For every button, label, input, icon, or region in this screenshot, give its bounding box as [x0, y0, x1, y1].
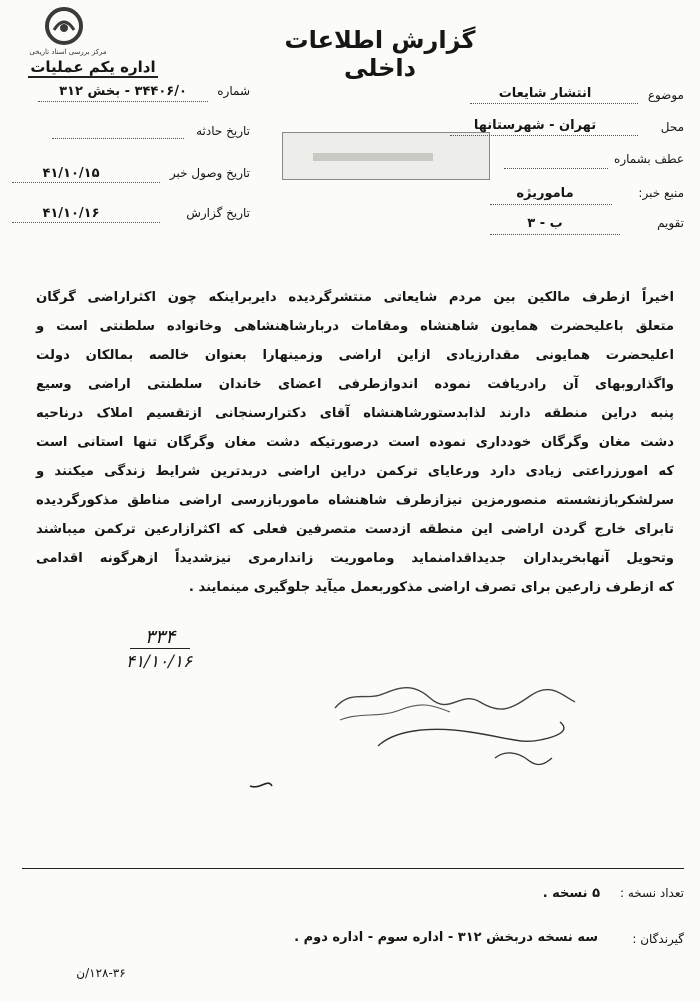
report-date-field: [12, 206, 250, 226]
source-field: [460, 184, 684, 206]
department-label: اداره یکم عملیات: [28, 58, 158, 78]
archive-logo: [22, 6, 112, 58]
handwritten-notes-icon: [0, 660, 700, 820]
body-line-5: پنبه دراین منطقه دارند لذابدستورشاهنشاه آقای دکترارسنجانی ازتقسیم املاک درناحیه: [36, 406, 674, 421]
body-line-2: متعلق باعلیحضرت همایون شاهنشاه ومقامات دربارشاهنشاهی وخانواده سلطنتی است و: [36, 319, 674, 334]
reference-field: [500, 150, 684, 172]
source-value: ماموریژه: [516, 186, 574, 201]
number-value: ۳۴۴۰۶/۰ - بخش ۳۱۲: [59, 84, 187, 99]
archive-logo-icon: [44, 6, 84, 46]
copies-field: [380, 884, 684, 906]
report-date-label: تاریخ گزارش: [186, 206, 250, 220]
subject-label: موضوع: [647, 88, 684, 102]
archive-code: ۱۲۸-۳۶/ن: [76, 966, 126, 980]
report-title: گزارش اطلاعات داخلی: [284, 26, 476, 82]
body-line-7: که امورزراعتی زیادی دارد ورعایای ترکمن دراین اراضی دربدترین شرایط زندگی میکنند و: [36, 464, 674, 479]
source-label: منبع خبر:: [638, 186, 684, 200]
body-line-9: تابرای خارج گردن اراضی این منطقه ازدست متصرفین فعلی که اکثرازارعین ترکمن میباشند: [36, 522, 674, 537]
body-line-1: اخیراً ازطرف مالکین بین مردم شایعاتی منتشرگردیده دایربراینکه چون اکثراراضی گرگان: [36, 290, 674, 305]
receipt-date-value: ۴۱/۱۰/۱۵: [42, 166, 100, 181]
body-line-8: سرلشکربازنشسته منصورمزین نیزازطرف شاهنشاه ماموربازرسی اراضی مناطق مذکورگردیده: [36, 493, 674, 508]
footer-divider: [22, 868, 684, 869]
handwritten-date: ۴۱/۱۰/۱۶: [125, 652, 193, 672]
rating-value: ب - ۳: [527, 216, 563, 231]
recipients-label: گیرندگان :: [632, 932, 684, 946]
location-value: تهران - شهرستانها: [473, 118, 597, 133]
reference-stamp: [282, 132, 490, 180]
rating-field: [470, 214, 684, 236]
copies-label: تعداد نسخه :: [619, 886, 684, 900]
number-field: [30, 84, 250, 104]
reference-label: عطف بشماره: [614, 152, 684, 166]
location-label: محل: [660, 120, 684, 134]
recipients-field: [100, 928, 684, 950]
location-field: [450, 116, 684, 138]
recipients-value: سه نسخه دربخش ۳۱۲ - اداره سوم - اداره دوم .: [294, 930, 598, 945]
receipt-date-field: [12, 166, 250, 186]
rating-label: تقویم: [657, 216, 684, 230]
subject-field: [450, 84, 684, 106]
body-line-6: دشت مغان وگرگان خودداری نموده است درصورتیکه دشت مغان وگرگان تنها استانی است: [36, 435, 674, 450]
number-label: شماره: [217, 84, 250, 98]
report-date-value: ۴۱/۱۰/۱۶: [42, 206, 100, 221]
body-line-4: واگذاروبهای آن رادریافت نموده اندوازطرفی اعضای خاندان سلطنتی اراضی وسیع: [36, 377, 674, 392]
archive-logo-caption: مرکز بررسی اسناد تاریخی: [29, 48, 107, 56]
body-line-10: وتحویل آنهابخریداران جدیداقدامنماید وماموریت زاندارمری نیزشدیداً ازهرگونه اقدامی: [36, 551, 674, 566]
handwritten-number: ۳۳۴: [130, 626, 190, 649]
subject-value: انتشار شایعات: [498, 86, 592, 101]
receipt-date-label: تاریخ وصول خبر: [169, 166, 250, 180]
body-line-3: اعلیحضرت همایونی مقدارزیادی ازاین اراضی وزمینهارا بعنوان خالصه بمالکان دولت: [36, 348, 674, 363]
body-line-11: که ازطرف زارعین برای تصرف اراضی مذکوربعمل میآید جلوگیری مینمایند .: [188, 580, 674, 595]
incident-date-field: [30, 124, 250, 144]
incident-date-label: تاریخ حادثه: [196, 124, 250, 138]
copies-value: ۵ نسخه .: [542, 886, 600, 901]
